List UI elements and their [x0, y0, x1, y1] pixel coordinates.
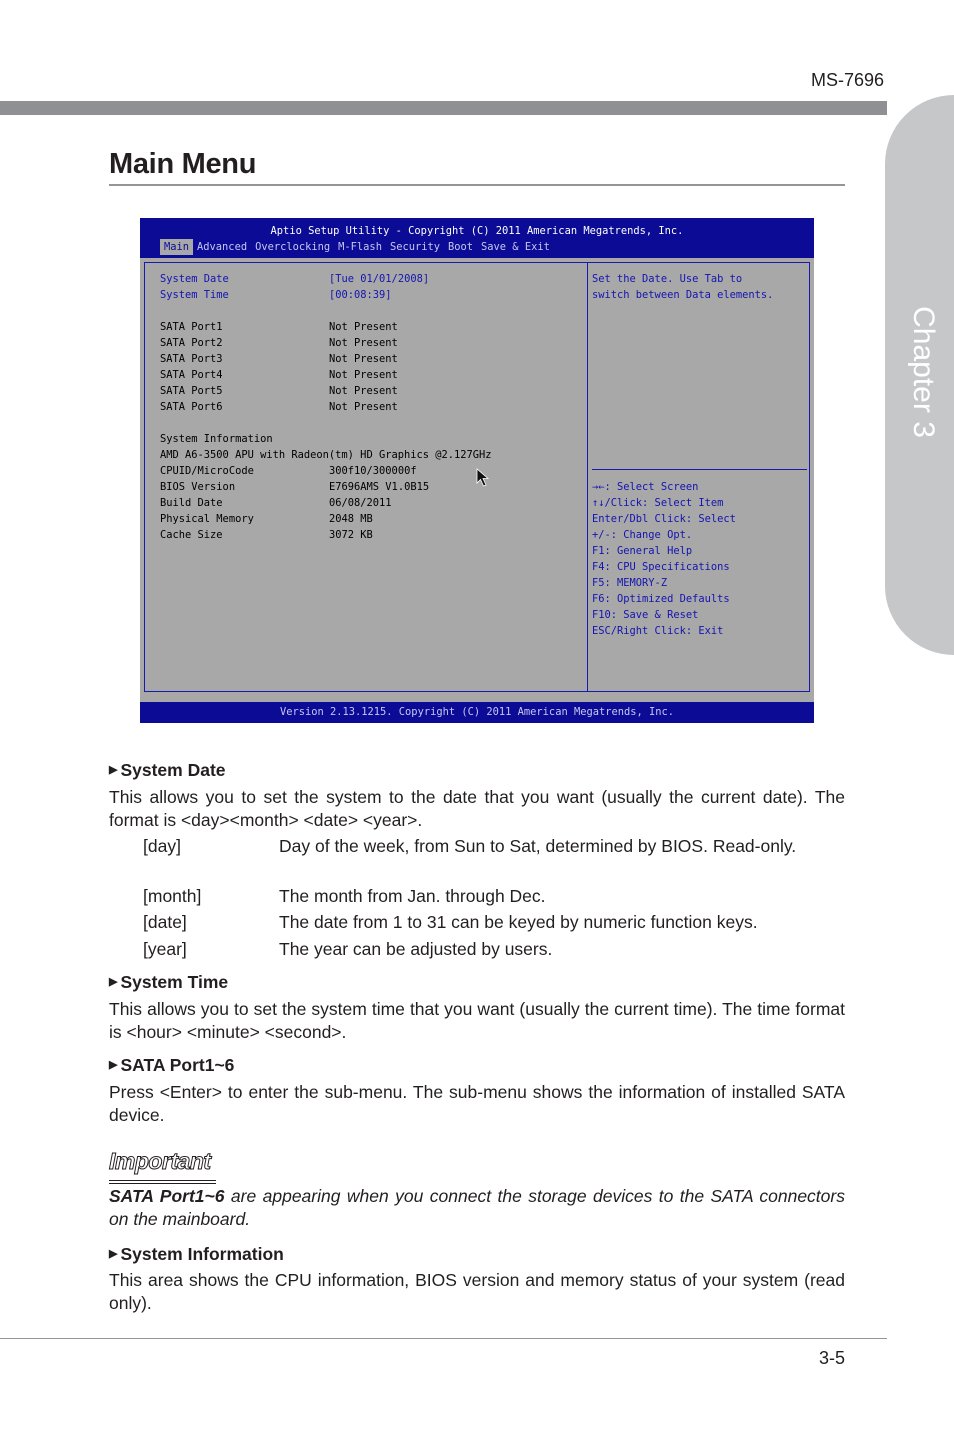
- bios-row-system-time[interactable]: System Time [00:08:39]: [160, 289, 392, 301]
- bios-key-optimized-defaults: F6: Optimized Defaults: [592, 593, 730, 605]
- bios-key-select: Enter/Dbl Click: Select: [592, 513, 736, 525]
- bios-header: [140, 218, 814, 258]
- bios-row-sata-port6: SATA Port6 Not Present: [160, 401, 398, 413]
- bios-panel-divider: [587, 262, 588, 692]
- page-title: Main Menu: [109, 148, 257, 180]
- bios-key-general-help: F1: General Help: [592, 545, 693, 557]
- important-note: [109, 1185, 845, 1231]
- model-number: MS-7696: [810, 70, 884, 90]
- def-desc-day: Day of the week, from Sun to Sat, determined by BIOS. Read-only.: [279, 836, 797, 856]
- section-heading-system-time: ▶ System Time: [109, 972, 229, 992]
- bios-row-cpu-name: AMD A6-3500 APU with Radeon(tm) HD Graphics @2.127GHz: [160, 449, 492, 461]
- sata-port-description: Press <Enter> to enter the sub-menu. The sub-menu shows the information of installed SATA device.: [109, 1082, 845, 1125]
- section-heading-system-date: ▶ System Date: [109, 760, 226, 780]
- bios-key-save-reset: F10: Save & Reset: [592, 609, 699, 621]
- system-time-description: This allows you to set the system time that you want (usually the current time). The time format is <hour> <minute> <second>.: [109, 999, 845, 1042]
- important-note-lead: SATA Port1~6: [109, 1186, 225, 1206]
- bios-tab-boot[interactable]: Boot: [448, 241, 474, 253]
- bios-tab-overclocking[interactable]: Overclocking: [255, 241, 331, 253]
- section-heading-system-information: ▶ System Information: [109, 1244, 284, 1264]
- section-heading-sata-port: ▶ SATA Port1~6: [109, 1055, 235, 1075]
- chapter-tab-label: Chapter 3: [907, 306, 940, 438]
- important-note-text: are appearing when you connect the storage devices to the SATA connectors on the mainboard.: [109, 1186, 845, 1229]
- bios-row-sata-port3: SATA Port3 Not Present: [160, 353, 398, 365]
- important-underline: [109, 1180, 216, 1181]
- bios-key-change-opt: +/-: Change Opt.: [592, 529, 693, 541]
- bios-row-sata-port1: SATA Port1 Not Present: [160, 321, 398, 333]
- bios-tab-save-exit[interactable]: Save & Exit: [481, 241, 550, 253]
- bios-help-divider: [592, 469, 807, 470]
- important-underline-2: [109, 1183, 216, 1184]
- bios-row-cache-size: Cache Size 3072 KB: [160, 529, 373, 541]
- def-term-year: [year]: [143, 939, 187, 959]
- def-desc-year: The year can be adjusted by users.: [279, 939, 553, 959]
- bios-help-text-1: Set the Date. Use Tab to: [592, 273, 743, 285]
- bios-row-cpuid: CPUID/MicroCode 300f10/300000f: [160, 465, 417, 477]
- bios-menu-bar: [160, 239, 554, 255]
- bullet-triangle-icon: ▶: [109, 976, 118, 988]
- def-term-month: [month]: [143, 886, 202, 906]
- bios-key-cpu-specs: F4: CPU Specifications: [592, 561, 730, 573]
- def-term-date: [date]: [143, 912, 187, 932]
- bios-key-exit: ESC/Right Click: Exit: [592, 625, 724, 637]
- page-number: 3-5: [818, 1348, 845, 1368]
- bios-screenshot: [140, 218, 814, 723]
- bullet-triangle-icon: ▶: [109, 1059, 118, 1071]
- important-label: Important: [109, 1148, 211, 1174]
- bios-row-physical-memory: Physical Memory 2048 MB: [160, 513, 373, 525]
- bullet-triangle-icon: ▶: [109, 1248, 118, 1260]
- system-information-description: This area shows the CPU information, BIOS version and memory status of your system (read only).: [109, 1270, 845, 1313]
- def-desc-month: The month from Jan. through Dec.: [279, 886, 546, 906]
- bios-key-select-item: ↑↓/Click: Select Item: [592, 497, 724, 509]
- bullet-triangle-icon: ▶: [109, 764, 118, 776]
- bios-tab-advanced[interactable]: Advanced: [197, 241, 248, 253]
- bios-tab-security[interactable]: Security: [389, 241, 440, 253]
- footer-rule: [0, 1338, 887, 1339]
- title-underline: [109, 184, 845, 186]
- bios-row-build-date: Build Date 06/08/2011: [160, 497, 392, 509]
- def-term-day: [day]: [143, 836, 181, 856]
- bios-row-bios-version: BIOS Version E7696AMS V1.0B15: [160, 481, 430, 493]
- bios-row-system-information: System Information: [160, 433, 273, 445]
- bios-row-system-date[interactable]: System Date [Tue 01/01/2008]: [160, 273, 430, 285]
- bios-tab-m-flash[interactable]: M-Flash: [338, 241, 382, 253]
- bios-row-sata-port2: SATA Port2 Not Present: [160, 337, 398, 349]
- header-bar: [0, 101, 887, 115]
- bios-tab-main[interactable]: Main: [160, 239, 193, 255]
- bios-help-text-2: switch between Data elements.: [592, 289, 774, 301]
- bios-key-memory-z: F5: MEMORY-Z: [592, 577, 668, 589]
- bios-footer: Version 2.13.1215. Copyright (C) 2011 American Megatrends, Inc.: [140, 702, 814, 723]
- bios-row-sata-port5: SATA Port5 Not Present: [160, 385, 398, 397]
- bios-key-select-screen: →←: Select Screen: [592, 481, 699, 493]
- def-desc-date: The date from 1 to 31 can be keyed by numeric function keys.: [279, 912, 758, 932]
- bios-title: Aptio Setup Utility - Copyright (C) 2011 American Megatrends, Inc.: [270, 225, 684, 237]
- mouse-cursor-icon: [476, 468, 490, 488]
- bios-row-sata-port4: SATA Port4 Not Present: [160, 369, 398, 381]
- system-date-description: This allows you to set the system to the date that you want (usually the current date). The format is <day><month> <date> <year>.: [109, 787, 845, 830]
